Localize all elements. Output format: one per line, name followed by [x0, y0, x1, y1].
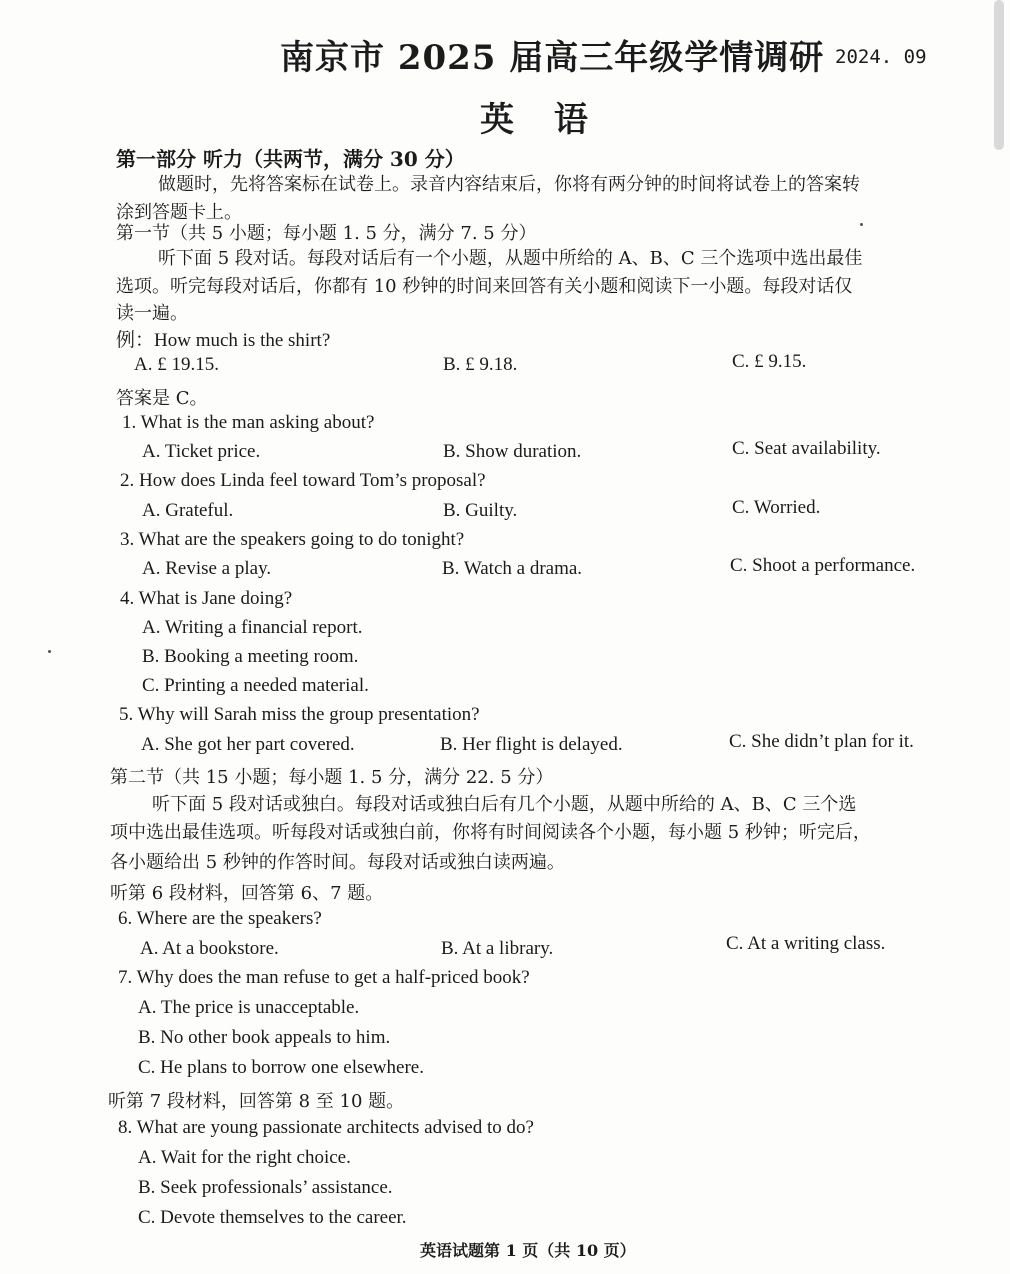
q5-option-c: C. She didn’t plan for it. — [729, 731, 914, 752]
question-2: 2. How does Linda feel toward Tom’s proposal? — [120, 470, 486, 491]
q7-option-c: C. He plans to borrow one elsewhere. — [138, 1057, 424, 1078]
q5-option-b: B. Her flight is delayed. — [440, 734, 623, 755]
question-1: 1. What is the man asking about? — [122, 412, 375, 433]
material-6-label: 听第 6 段材料，回答第 6、7 题。 — [110, 883, 384, 904]
section2-instruction-line3: 各小题给出 5 秒钟的作答时间。每段对话或独白读两遍。 — [110, 852, 565, 873]
q1-option-a: A. Ticket price. — [142, 441, 261, 462]
q2-option-c: C. Worried. — [732, 497, 821, 518]
section2-instruction-line2: 项中选出最佳选项。听每段对话或独白前，你将有时间阅读各个小题，每小题 5 秒钟；听完后， — [110, 822, 871, 843]
question-8: 8. What are young passionate architects advised to do? — [118, 1117, 534, 1138]
q1-option-c: C. Seat availability. — [732, 438, 881, 459]
q5-option-a: A. She got her part covered. — [141, 734, 355, 755]
question-5: 5. Why will Sarah miss the group presentation? — [119, 704, 480, 725]
q2-option-b: B. Guilty. — [443, 500, 518, 521]
q4-option-c: C. Printing a needed material. — [142, 675, 369, 696]
q6-option-a: A. At a bookstore. — [140, 938, 279, 959]
q1-option-b: B. Show duration. — [443, 441, 582, 462]
example-question: 例：How much is the shirt? — [116, 330, 331, 351]
example-answer: 答案是 C。 — [116, 388, 208, 409]
scrollbar[interactable] — [994, 0, 1004, 150]
exam-subject: 英 语 — [480, 100, 602, 140]
section2-heading: 第二节（共 15 小题；每小题 1. 5 分，满分 22. 5 分） — [110, 767, 554, 788]
question-6: 6. Where are the speakers? — [118, 908, 322, 929]
q8-option-c: C. Devote themselves to the career. — [138, 1207, 407, 1228]
q4-option-a: A. Writing a financial report. — [142, 617, 363, 638]
question-7: 7. Why does the man refuse to get a half-priced book? — [118, 967, 530, 988]
part1-instruction-line2: 涂到答题卡上。 — [116, 202, 242, 223]
q3-option-c: C. Shoot a performance. — [730, 555, 916, 576]
example-option-b: B. £ 9.18. — [443, 354, 518, 375]
q7-option-a: A. The price is unacceptable. — [138, 997, 360, 1018]
example-option-a: A. £ 19.15. — [134, 354, 219, 375]
q8-option-b: B. Seek professionals’ assistance. — [138, 1177, 393, 1198]
q8-option-a: A. Wait for the right choice. — [138, 1147, 351, 1168]
page-footer: 英语试题第 1 页（共 10 页） — [420, 1241, 636, 1260]
section2-instruction-line1: 听下面 5 段对话或独白。每段对话或独白后有几个小题，从题中所给的 A、B、C 三个选 — [152, 794, 857, 815]
section1-instruction-line3: 读一遍。 — [116, 303, 188, 324]
part1-heading: 第一部分 听力（共两节，满分 30 分） — [116, 147, 465, 171]
part1-instruction-line1: 做题时，先将答案标在试卷上。录音内容结束后，你将有两分钟的时间将试卷上的答案转 — [158, 174, 860, 195]
q2-option-a: A. Grateful. — [142, 500, 234, 521]
q7-option-b: B. No other book appeals to him. — [138, 1027, 391, 1048]
material-7-label: 听第 7 段材料，回答第 8 至 10 题。 — [108, 1091, 405, 1112]
question-3: 3. What are the speakers going to do tonight? — [120, 529, 465, 550]
scan-speck — [860, 223, 863, 226]
section1-instruction-line1: 听下面 5 段对话。每段对话后有一个小题，从题中所给的 A、B、C 三个选项中选出最佳 — [158, 248, 863, 269]
section1-instruction-line2: 选项。听完每段对话后，你都有 10 秒钟的时间来回答有关小题和阅读下一小题。每段对话仅 — [116, 276, 853, 297]
q4-option-b: B. Booking a meeting room. — [142, 646, 359, 667]
section1-heading: 第一节（共 5 小题；每小题 1. 5 分，满分 7. 5 分） — [116, 223, 537, 244]
q3-option-a: A. Revise a play. — [142, 558, 272, 579]
example-option-c: C. £ 9.15. — [732, 351, 807, 372]
q3-option-b: B. Watch a drama. — [442, 558, 583, 579]
scan-speck — [48, 650, 51, 653]
exam-title: 南京市 2025 届高三年级学情调研 — [280, 38, 825, 78]
question-4: 4. What is Jane doing? — [120, 588, 293, 609]
q6-option-b: B. At a library. — [441, 938, 554, 959]
q6-option-c: C. At a writing class. — [726, 933, 886, 954]
exam-date: 2024. 09 — [835, 46, 927, 68]
